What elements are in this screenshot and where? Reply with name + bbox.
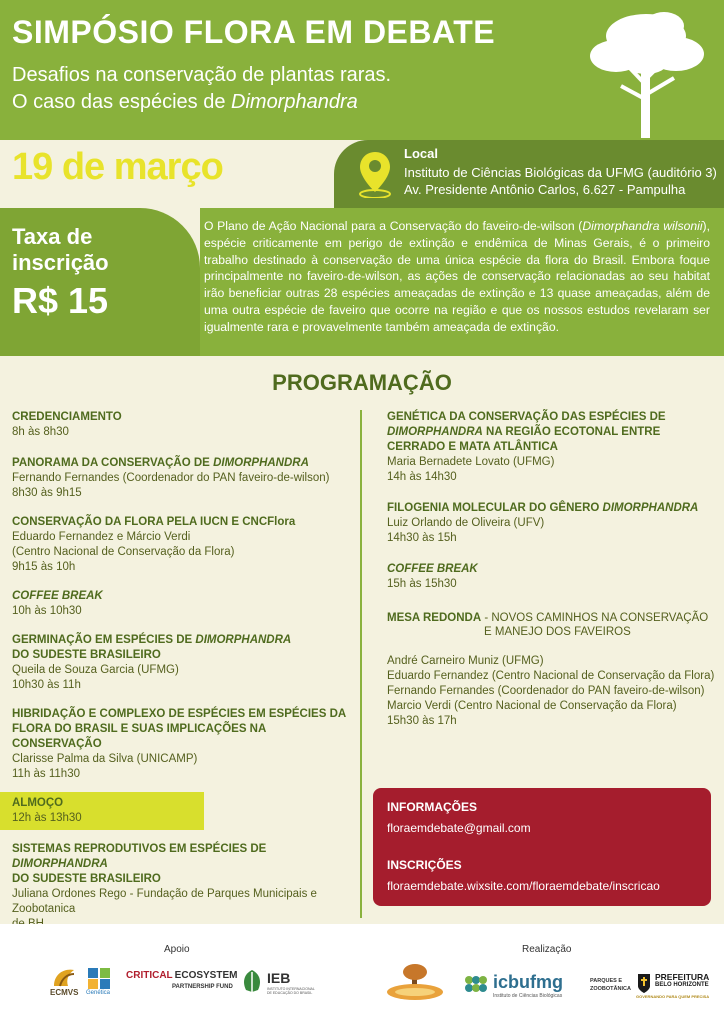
title-italic: DIMORPHANDRA [602, 502, 699, 514]
icb-text: icbufmg [493, 972, 563, 992]
program-item-time: 9h15 às 10h [12, 561, 76, 573]
program-left-column [12, 410, 357, 794]
program-item-title: CONSERVAÇÃO DA FLORA PELA IUCN E CNCFlora [12, 516, 296, 528]
program-item-affiliation: (Centro Nacional de Conservação da Flora) [12, 546, 235, 558]
fee-box [0, 208, 200, 356]
icb-subtext: Instituto de Ciências Biológicas [493, 993, 563, 999]
organizer-label: Realização [522, 944, 572, 955]
program-item-title: CREDENCIAMENTO [12, 411, 122, 423]
header-banner [0, 0, 724, 140]
title-text: NA REGIÃO ECOTONAL ENTRE [482, 426, 661, 438]
registration-label: INSCRIÇÕES [387, 858, 462, 872]
cepf-logo [126, 970, 238, 1000]
cepf-text-3: PARTNERSHIP FUND [172, 984, 233, 990]
program-item-speaker: Maria Bernadete Lovato (UFMG) [387, 456, 555, 468]
flora-em-debate-logo [385, 962, 445, 1002]
info-label: INFORMAÇÕES [387, 800, 477, 814]
lunch-title: ALMOÇO [12, 797, 64, 809]
program-item-title: HIBRIDAÇÃO E COMPLEXO DE ESPÉCIES EM ESPÉCIES DA [12, 708, 347, 720]
program-item-title-2: DO SUDESTE BRASILEIRO [12, 649, 161, 661]
round-table [387, 608, 717, 729]
genetica-emblem-icon [86, 966, 112, 990]
program-item-time: 8h às 8h30 [12, 426, 69, 438]
parques-text-2: ZOOBOTÂNICA [590, 986, 631, 992]
ieb-subtext: INSTITUTO INTERNACIONAL DE EDUCAÇÃO DO BRASIL [267, 987, 315, 995]
round-table-label: MESA REDONDA [387, 612, 482, 624]
round-table-speaker: André Carneiro Muniz (UFMG) [387, 655, 544, 667]
genetica-text: Genética [86, 990, 111, 996]
program-item-speaker: Queila de Souza Garcia (UFMG) [12, 664, 179, 676]
prefeitura-text-2: BELO HORIZONTE [655, 982, 709, 988]
program-item [12, 515, 357, 575]
program-item-speaker: Fernando Fernandes (Coordenador do PAN faveiro-de-wilson) [12, 472, 330, 484]
ecmvs-logo [50, 966, 78, 1002]
description-part-2: ), espécie criticamente em perigo de extinção e endêmica de Minas Gerais, é o primeiro trabalho destinado à conservação de uma única espécie da flora do Brasil. Embora foque principalmente no faveiro-de-wilson, as ações de conservação relacionadas ao seu habitat irão beneficiar outras 28 espécies ameaçadas de extinção e 13 quase ameaçadas, além de uma outra espécie de faveiro que ocorre na região e que os nossos estudos revelaram ser igualmente rara e provavelmente também ameaçada de extinção. [204, 219, 710, 334]
event-subtitle [12, 62, 391, 116]
program-item [12, 589, 357, 619]
registration-link[interactable]: floraemdebate.wixsite.com/floraemdebate/inscricao [387, 879, 660, 893]
program-item-title [12, 589, 357, 604]
program-item-title [12, 456, 357, 471]
location-label: Local [404, 146, 438, 161]
fee-label [12, 224, 182, 276]
location-pin-icon [358, 150, 392, 198]
round-table-title [387, 608, 717, 626]
flora-tree-emblem-icon [385, 962, 445, 1002]
program-item-title [12, 842, 357, 872]
title-italic: DIMORPHANDRA [12, 858, 108, 870]
title-italic: DIMORPHANDRA [387, 426, 483, 438]
title-text: SISTEMAS REPRODUTIVOS EM ESPÉCIES DE [12, 843, 267, 855]
title-italic: COFFEE BREAK [12, 590, 103, 602]
program-item-title: GENÉTICA DA CONSERVAÇÃO DAS ESPÉCIES DE [387, 411, 666, 423]
program-item-time: 14h às 14h30 [387, 471, 457, 483]
description-species: Dimorphandra wilsonii [582, 219, 703, 233]
round-table-speaker: Marcio Verdi (Centro Nacional de Conservação da Flora) [387, 700, 677, 712]
program-title: PROGRAMAÇÃO [272, 370, 452, 395]
round-table-desc-2: E MANEJO DOS FAVEIROS [484, 626, 631, 638]
description-text [204, 218, 710, 336]
fee-label-line-1: Taxa de [12, 224, 93, 249]
program-item [387, 410, 717, 485]
subtitle-prefix: O caso das espécies de [12, 91, 232, 113]
info-email[interactable]: floraemdebate@gmail.com [387, 821, 531, 835]
lunch-time: 12h às 13h30 [12, 812, 82, 824]
program-item [12, 410, 357, 440]
program-item-title [387, 562, 717, 577]
program-item-title-2: DO SUDESTE BRASILEIRO [12, 873, 161, 885]
program-item-title [12, 633, 357, 648]
program-item [12, 456, 357, 501]
support-label: Apoio [164, 944, 190, 955]
program-item-speaker: Juliana Ordones Rego - Fundação de Parques Municipais e Zoobotanica [12, 888, 317, 915]
cepf-text-1: CRITICAL [126, 970, 173, 981]
lunch-box [0, 792, 204, 830]
location-box [334, 140, 724, 208]
program-item-title-2: FLORA DO BRASIL E SUAS IMPLICAÇÕES NA CONSERVAÇÃO [12, 723, 266, 750]
round-table-speaker: Eduardo Fernandez (Centro Nacional de Conservação da Flora) [387, 670, 715, 682]
program-item-time: 10h30 às 11h [12, 679, 81, 691]
round-table-time: 15h30 às 17h [387, 715, 457, 727]
program-item-time: 11h às 11h30 [12, 768, 80, 780]
subtitle-line-1: Desafios na conservação de plantas raras. [12, 64, 392, 86]
location-line-1: Instituto de Ciências Biológicas da UFMG (auditório 3) [404, 165, 717, 180]
subtitle-line-2 [12, 89, 391, 116]
round-table-desc-1: - NOVOS CAMINHOS NA CONSERVAÇÃO [481, 612, 709, 624]
info-box [373, 788, 711, 906]
ieb-emblem-icon [240, 968, 264, 994]
prefeitura-logo [636, 972, 720, 1002]
title-text: FILOGENIA MOLECULAR DO GÊNERO [387, 502, 603, 514]
title-text: GERMINAÇÃO EM ESPÉCIES DE [12, 634, 196, 646]
prefeitura-emblem-icon [636, 972, 652, 994]
event-title: SIMPÓSIO FLORA EM DEBATE [12, 14, 496, 50]
ieb-text: IEB [267, 970, 291, 986]
description-box [200, 208, 724, 356]
program-item [387, 501, 717, 546]
ecmvs-text: ECMVS [50, 988, 79, 997]
column-divider [360, 410, 362, 918]
program-item-time: 10h às 10h30 [12, 605, 82, 617]
fee-value: R$ 15 [12, 280, 109, 321]
footer [0, 924, 724, 1024]
program-item-time: 8h30 às 9h15 [12, 487, 82, 499]
title-text: PANORAMA DA CONSERVAÇÃO DE [12, 457, 214, 469]
event-date: 19 de março [12, 146, 223, 188]
program-item-time: 15h às 15h30 [387, 578, 457, 590]
prefeitura-text-3: GOVERNANDO PARA QUEM PRECISA [636, 994, 710, 999]
program-item-title-3: CERRADO E MATA ATLÂNTICA [387, 441, 558, 453]
program-item [12, 707, 357, 782]
program-item-speaker: Luiz Orlando de Oliveira (UFV) [387, 517, 545, 529]
program-item-speaker: Clarisse Palma da Silva (UNICAMP) [12, 753, 198, 765]
program-item-time: 14h30 às 15h [387, 532, 457, 544]
prefeitura-text-1: PREFEITURA [655, 972, 710, 982]
cepf-text-2: ECOSYSTEM [174, 970, 238, 981]
fee-label-line-2: inscrição [12, 250, 109, 275]
program-item-title [387, 501, 717, 516]
parques-text-1: PARQUES E [590, 978, 622, 984]
program-right-column [387, 410, 717, 741]
program-item [12, 633, 357, 693]
program-item [387, 562, 717, 592]
icb-emblem-icon [463, 974, 489, 996]
program-item-speaker: Eduardo Fernandez e Márcio Verdi [12, 531, 191, 543]
icbufmg-logo [463, 972, 573, 1002]
title-italic: DIMORPHANDRA [213, 457, 309, 469]
genetica-logo [86, 966, 114, 1002]
parques-logo [590, 978, 630, 1002]
ieb-logo [240, 968, 320, 1000]
description-part-1: O Plano de Ação Nacional para a Conservação do faveiro-de-wilson ( [204, 219, 583, 233]
ecmvs-emblem-icon [50, 966, 78, 988]
round-table-speaker: Fernando Fernandes (Coordenador do PAN faveiro-de-wilson) [387, 685, 705, 697]
program-item-title-2 [387, 425, 717, 440]
tree-icon [586, 4, 706, 138]
location-line-2: Av. Presidente Antônio Carlos, 6.627 - Pampulha [404, 182, 686, 197]
title-italic: DIMORPHANDRA [195, 634, 292, 646]
title-italic: COFFEE BREAK [387, 563, 478, 575]
subtitle-genus: Dimorphandra [231, 91, 358, 113]
